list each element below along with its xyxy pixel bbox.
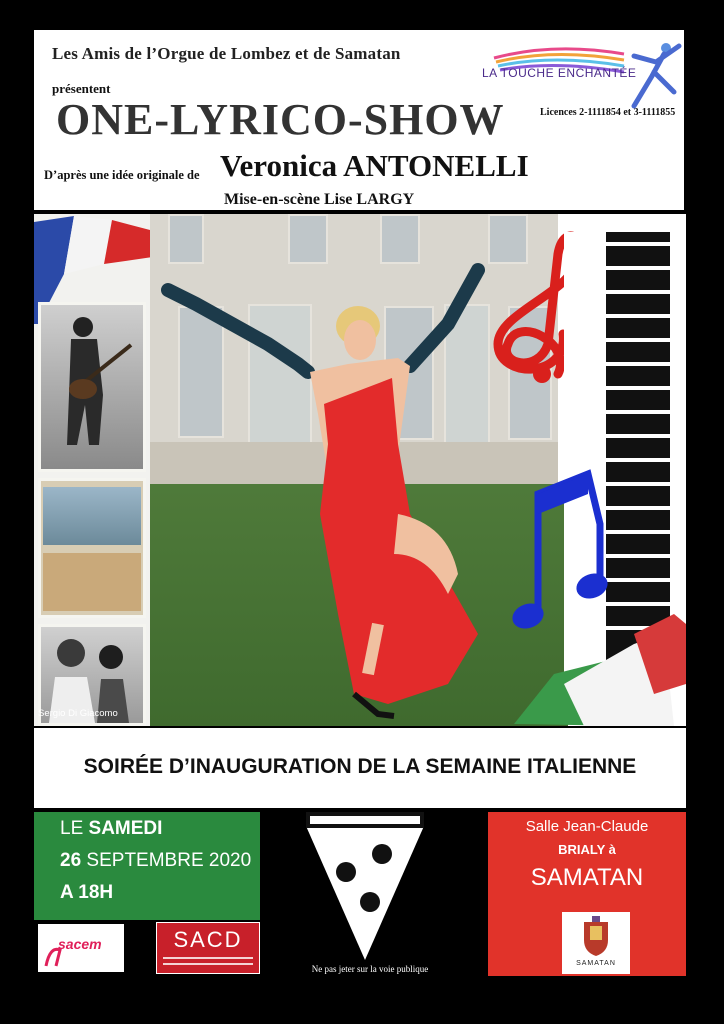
organizers-text: Les Amis de l’Orgue de Lombez et de Samatan — [52, 44, 401, 63]
artist-name: Veronica ANTONELLI — [220, 148, 529, 183]
date-line-1-prefix: LE — [60, 818, 89, 839]
banner-text: SOIRÉE D’INAUGURATION DE LA SEMAINE ITALIENNE — [83, 755, 637, 778]
photo-collage — [34, 214, 686, 726]
old-photos-column — [34, 214, 150, 726]
date-month-year: SEPTEMBRE 2020 — [81, 850, 252, 871]
sacd-text: SACD — [173, 927, 243, 952]
venue-line-1: Salle Jean-Claude — [525, 818, 649, 835]
presentent-text: présentent — [52, 81, 111, 96]
date-box — [34, 812, 260, 920]
date-line-1 — [60, 818, 162, 840]
touche-enchantee-text: LA TOUCHE ENCHANTÉE — [482, 66, 637, 80]
sacd-logo — [156, 922, 260, 974]
samatan-crest-icon — [582, 916, 610, 956]
show-title: ONE-LYRICO-SHOW — [56, 95, 505, 144]
samatan-text: SAMATAN — [576, 960, 616, 967]
italian-flag-brush — [514, 614, 686, 726]
date-day: 26 — [60, 850, 82, 871]
sacem-text: sacem — [58, 936, 102, 952]
samatan-logo — [562, 912, 630, 974]
pizza-slice-icon — [300, 808, 430, 964]
idee-originale-text: D’après une idée originale de — [44, 168, 200, 182]
notice-text: Ne pas jeter sur la voie publique — [311, 964, 429, 974]
guitarist-photo — [38, 302, 146, 472]
licences-text: Licences 2-1111854 et 3-1111855 — [540, 107, 676, 118]
music-notes-icon — [500, 464, 620, 634]
header-panel — [34, 30, 684, 210]
postcard-photo — [38, 478, 146, 618]
venue-line-2: BRIALY à — [558, 842, 616, 857]
photo-caption: Sergio Di Giacomo — [38, 708, 118, 719]
date-line-2 — [60, 850, 251, 872]
date-time: A 18H — [60, 882, 114, 903]
event-banner — [34, 728, 686, 808]
mise-en-scene-text: Mise-en-scène Lise LARGY — [224, 191, 415, 208]
sacem-logo — [38, 924, 124, 972]
venue-city: SAMATAN — [530, 864, 644, 891]
date-line-1-weekday: SAMEDI — [88, 818, 163, 839]
